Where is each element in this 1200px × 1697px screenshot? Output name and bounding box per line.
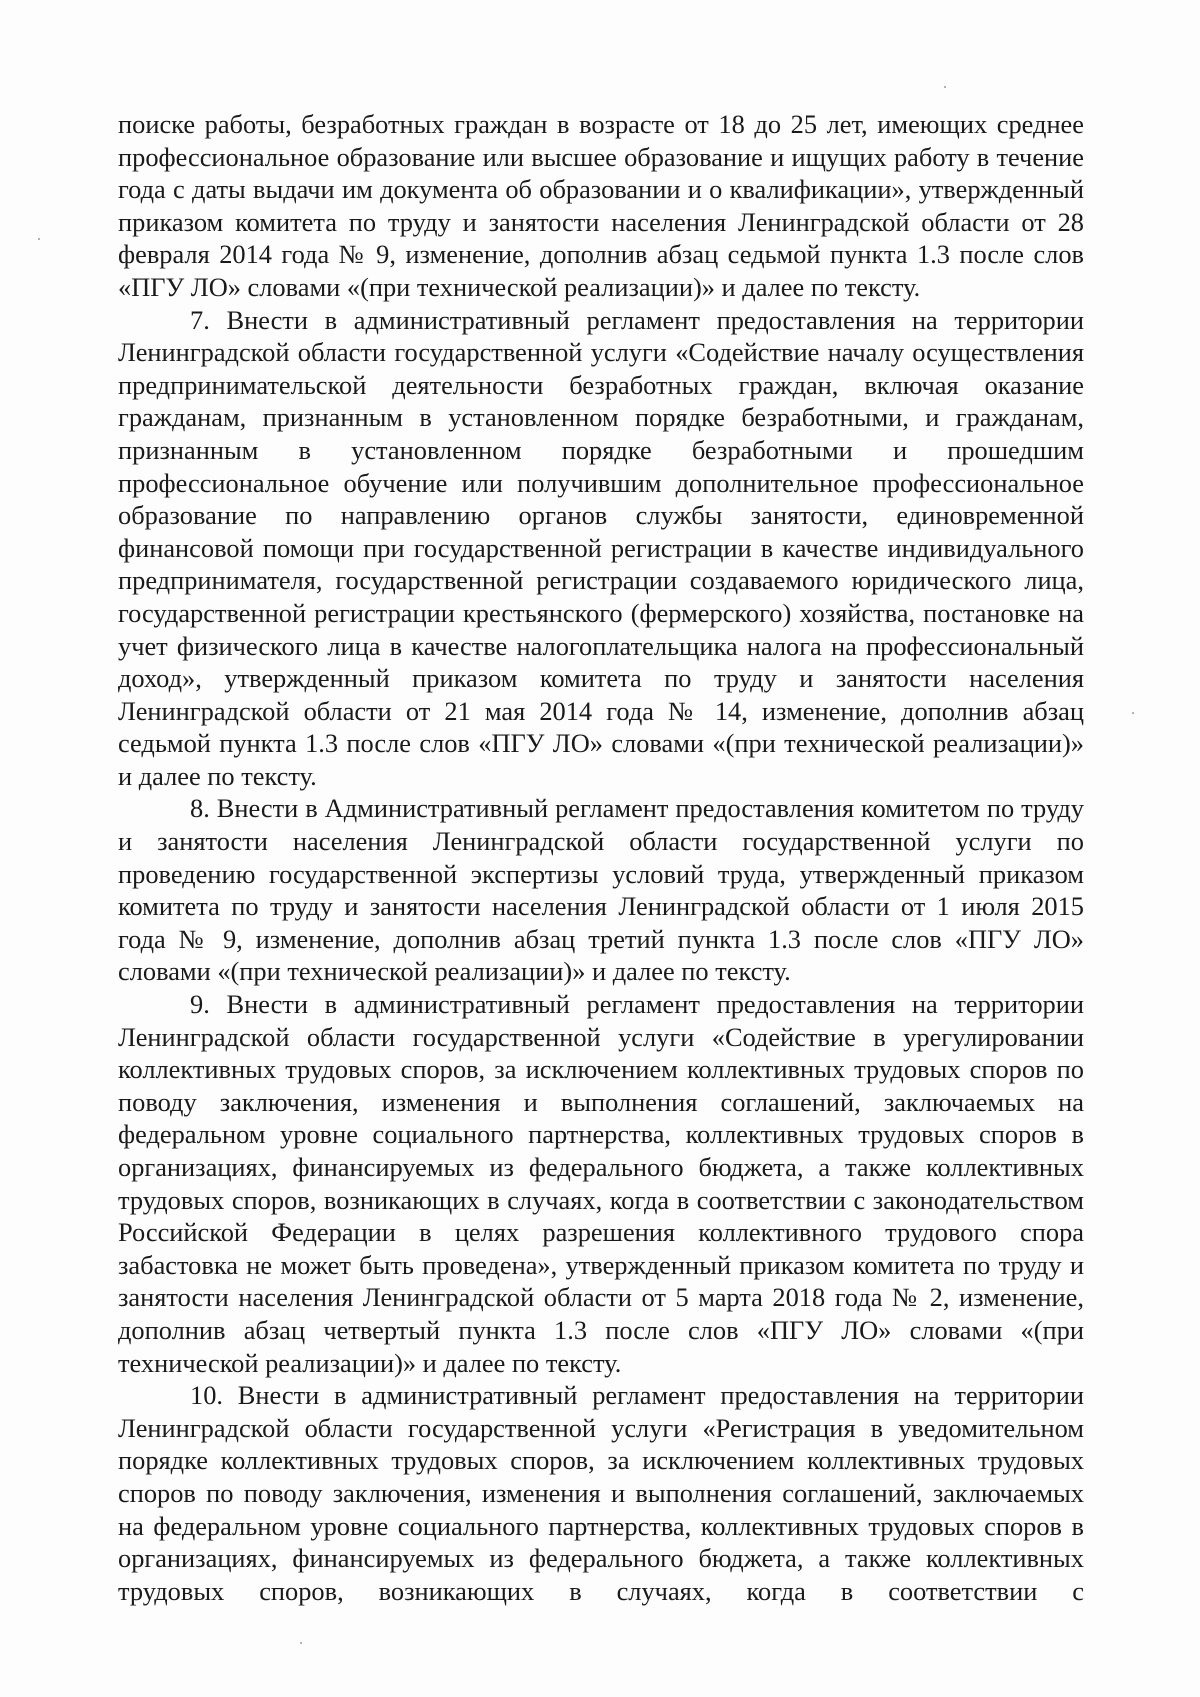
scan-speck <box>1132 712 1134 714</box>
document-body <box>118 108 1084 1607</box>
scan-speck <box>944 86 946 88</box>
paragraph-item-10: 10. Внести в административный регламент предоставления на территории Ленинградской области государственной услуги «Регистрация в уведомительном порядке коллективных трудовых споров, за исключением коллективных трудовых споров по поводу заключения, изменения и выполнения соглашений, заключаемых на федеральном уровне социального партнерства, коллективных трудовых споров в организациях, финансируемых из федерального бюджета, а также коллективных трудовых споров, возникающих в случаях, когда в соответствии с <box>118 1380 1084 1606</box>
scan-speck <box>38 238 40 240</box>
scan-speck <box>300 1642 302 1644</box>
paragraph-item-8: 8. Внести в Административный регламент предоставления комитетом по труду и занятости населения Ленинградской области государственной услуги по проведению государственной экспертизы условий труда, утвержденный приказом комитета по труду и занятости населения Ленинградской области от 1 июля 2015 года № 9, изменение, дополнив абзац третий пункта 1.3 после слов «ПГУ ЛО» словами «(при технической реализации)» и далее по тексту. <box>118 793 1084 987</box>
paragraph-item-7: 7. Внести в административный регламент предоставления на территории Ленинградской области государственной услуги «Содействие началу осуществления предпринимательской деятельности безработных граждан, включая оказание гражданам, признанным в установленном порядке безработными, и гражданам, признанным в установленном порядке безработными и прошедшим профессиональное обучение или получившим дополнительное профессиональное образование по направлению органов службы занятости, единовременной финансовой помощи при государственной регистрации в качестве индивидуального предпринимателя, государственной регистрации создаваемого юридического лица, государственной регистрации крестьянского (фермерского) хозяйства, постановке на учет физического лица в качестве налогоплательщика налога на профессиональный доход», утвержденный приказом комитета по труду и занятости населения Ленинградской области от 21 мая 2014 года № 14, изменение, дополнив абзац седьмой пункта 1.3 после слов «ПГУ ЛО» словами «(при технической реализации)» и далее по тексту. <box>118 304 1084 791</box>
paragraph-continuation: поиске работы, безработных граждан в возрасте от 18 до 25 лет, имеющих среднее профессиональное образование или высшее образование и ищущих работу в течение года с даты выдачи им документа об образовании и о квалификации», утвержденный приказом комитета по труду и занятости населения Ленинградской области от 28 февраля 2014 года № 9, изменение, дополнив абзац седьмой пункта 1.3 после слов «ПГУ ЛО» словами «(при технической реализации)» и далее по тексту. <box>118 109 1084 302</box>
paragraph-item-9: 9. Внести в административный регламент предоставления на территории Ленинградской области государственной услуги «Содействие в урегулировании коллективных трудовых споров, за исключением коллективных трудовых споров по поводу заключения, изменения и выполнения соглашений, заключаемых на федеральном уровне социального партнерства, коллективных трудовых споров в организациях, финансируемых из федерального бюджета, а также коллективных трудовых споров, возникающих в случаях, когда в соответствии с законодательством Российской Федерации в целях разрешения коллективного трудового спора забастовка не может быть проведена», утвержденный приказом комитета по труду и занятости населения Ленинградской области от 5 марта 2018 года № 2, изменение, дополнив абзац четвертый пункта 1.3 после слов «ПГУ ЛО» словами «(при технической реализации)» и далее по тексту. <box>118 989 1084 1378</box>
